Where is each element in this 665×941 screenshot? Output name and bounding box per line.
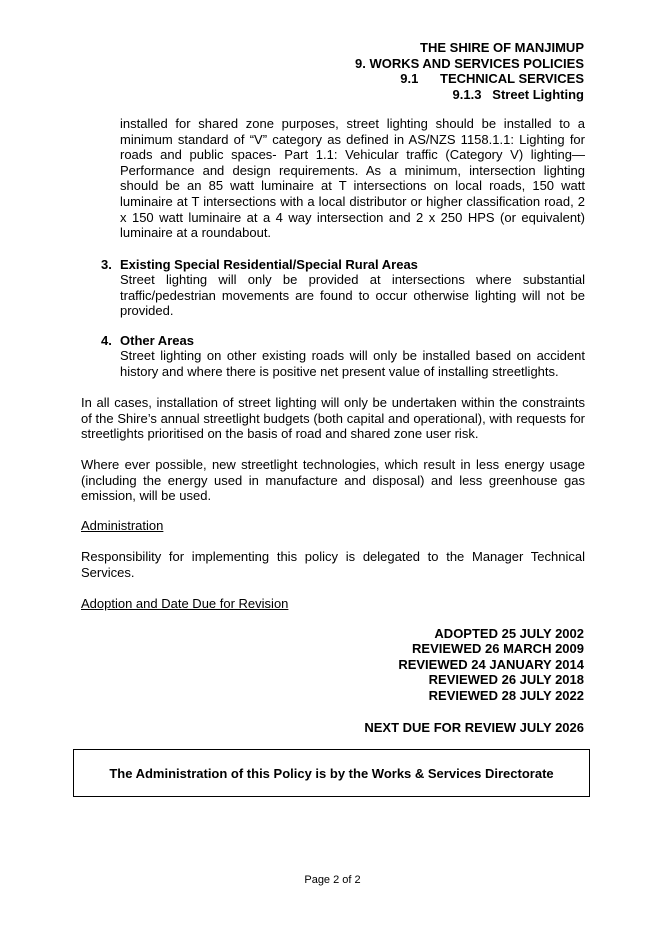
item-4-heading bbox=[101, 333, 585, 348]
date-reviewed-2009: REVIEWED 26 MARCH 2009 bbox=[412, 641, 584, 657]
continuation-paragraph: installed for shared zone purposes, street lighting should be installed to a minimum standard of “V” category as defined in AS/NZS 1158.1.1: Lighting for roads and public spaces- Part 1.1: Vehicular traffic (Category V) lighting—Performance and design requirements. As a minimum, intersection lighting should be an 85 watt luminaire at T intersections on local roads, 150 watt luminaire at T intersections with a local distributor or higher classification road, 2 x 150 watt luminaire at a 4 way intersection and 2 x 250 HPS (or equivalent) luminaire at a roundabout. bbox=[120, 116, 585, 241]
all-cases-paragraph: In all cases, installation of street lighting will only be undertaken within the constraints of the Shire’s annual streetlight budgets (both capital and operational), with requests for streetlights prioritised on the basis of road and shared zone user risk. bbox=[81, 395, 585, 442]
item-3-title: Existing Special Residential/Special Rural Areas bbox=[120, 257, 418, 272]
administration-text: Responsibility for implementing this policy is delegated to the Manager Technical Services. bbox=[81, 549, 585, 580]
header-subsection: 9.1 TECHNICAL SERVICES bbox=[400, 71, 584, 86]
header-section: 9. WORKS AND SERVICES POLICIES bbox=[355, 55, 584, 71]
item-3-number: 3. bbox=[101, 257, 112, 272]
administration-heading: Administration bbox=[81, 518, 164, 533]
list-item-3 bbox=[101, 257, 585, 319]
administration-box bbox=[73, 749, 590, 797]
next-review-date: NEXT DUE FOR REVIEW JULY 2026 bbox=[364, 720, 584, 735]
date-reviewed-2018: REVIEWED 26 JULY 2018 bbox=[428, 672, 584, 688]
page-number: Page 2 of 2 bbox=[304, 874, 361, 886]
item-3-text: Street lighting will only be provided at intersections where substantial traffic/pedestrian movements are found to occur otherwise lighting will not be provided. bbox=[120, 272, 585, 319]
adoption-heading: Adoption and Date Due for Revision bbox=[81, 596, 289, 611]
header-shire: THE SHIRE OF MANJIMUP bbox=[420, 40, 584, 55]
date-reviewed-2022: REVIEWED 28 JULY 2022 bbox=[428, 687, 584, 703]
item-4-title: Other Areas bbox=[120, 333, 194, 348]
date-adopted: ADOPTED 25 JULY 2002 bbox=[434, 626, 584, 641]
document-header bbox=[355, 40, 584, 102]
list-item-4 bbox=[101, 333, 585, 379]
date-reviewed-2014: REVIEWED 24 JANUARY 2014 bbox=[398, 656, 584, 672]
revision-dates bbox=[398, 626, 584, 703]
item-4-text: Street lighting on other existing roads will only be installed based on accident history and where there is positive net present value of installing streetlights. bbox=[120, 348, 585, 379]
technologies-paragraph: Where ever possible, new streetlight technologies, which result in less energy usage (including the energy used in manufacture and disposal) and less greenhouse gas emission, will be used. bbox=[81, 457, 585, 504]
header-policy: 9.1.3 Street Lighting bbox=[452, 86, 584, 102]
administration-box-text: The Administration of this Policy is by the Works & Services Directorate bbox=[109, 765, 554, 781]
item-4-number: 4. bbox=[101, 333, 112, 348]
item-3-heading bbox=[101, 257, 585, 272]
